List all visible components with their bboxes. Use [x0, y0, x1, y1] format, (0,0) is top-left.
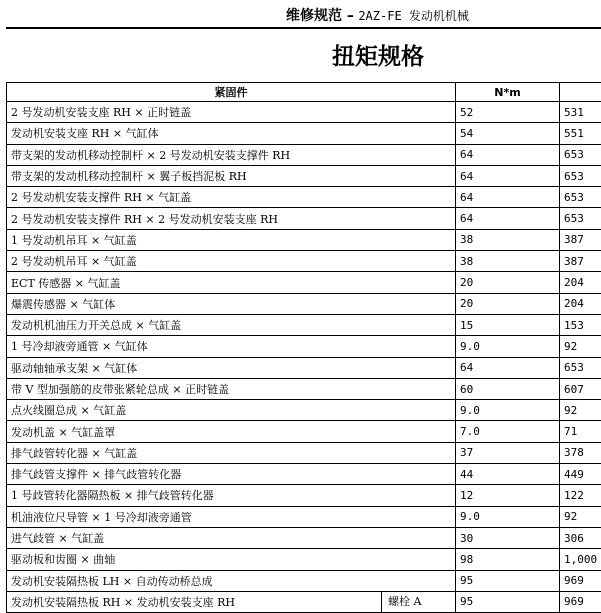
- bolt-note: 螺栓 A: [381, 592, 421, 612]
- nm-cell: 9.0: [456, 506, 560, 527]
- torque-table: [6, 82, 601, 613]
- nm-cell: 37: [456, 442, 560, 463]
- kgf-cell: 387: [560, 229, 601, 250]
- nm-cell: 9.0: [456, 400, 560, 421]
- fastener-cell: 发动机安装支座 RH × 气缸体: [7, 123, 456, 144]
- table-row: [7, 527, 601, 548]
- torque-table-body: [7, 102, 601, 613]
- table-row: [7, 378, 601, 399]
- fastener-cell: 驱动板和齿圈 × 曲轴: [7, 549, 456, 570]
- table-row: [7, 464, 601, 485]
- kgf-cell: 969: [560, 591, 601, 612]
- table-row: [7, 421, 601, 442]
- nm-cell: 7.0: [456, 421, 560, 442]
- nm-cell: 12: [456, 485, 560, 506]
- nm-cell: 95: [456, 591, 560, 612]
- nm-cell: 64: [456, 165, 560, 186]
- table-row: [7, 187, 601, 208]
- table-row: [7, 506, 601, 527]
- kgf-cell: 204: [560, 293, 601, 314]
- kgf-cell: 969: [560, 570, 601, 591]
- column-header-kgf: [560, 83, 601, 102]
- kgf-cell: 449: [560, 464, 601, 485]
- table-row: [7, 314, 601, 335]
- kgf-cell: 531: [560, 102, 601, 123]
- table-row: [7, 442, 601, 463]
- table-row: [7, 570, 601, 591]
- kgf-cell: 607: [560, 378, 601, 399]
- fastener-cell: 爆震传感器 × 气缸体: [7, 293, 456, 314]
- table-row: [7, 251, 601, 272]
- kgf-cell: 653: [560, 357, 601, 378]
- nm-cell: 95: [456, 570, 560, 591]
- nm-cell: 20: [456, 272, 560, 293]
- fastener-cell: 1 号发动机吊耳 × 气缸盖: [7, 229, 456, 250]
- column-header-fastener: 紧固件: [7, 83, 456, 102]
- table-row: [7, 293, 601, 314]
- nm-cell: 38: [456, 251, 560, 272]
- fastener-cell: 2 号发动机安装支撑件 RH × 气缸盖: [7, 187, 456, 208]
- table-row: [7, 549, 601, 570]
- kgf-cell: 653: [560, 208, 601, 229]
- fastener-cell: 2 号发动机吊耳 × 气缸盖: [7, 251, 456, 272]
- kgf-cell: 551: [560, 123, 601, 144]
- nm-cell: 98: [456, 549, 560, 570]
- nm-cell: 64: [456, 357, 560, 378]
- fastener-cell: 带支架的发动机移动控制杆 × 翼子板挡泥板 RH: [7, 165, 456, 186]
- nm-cell: 38: [456, 229, 560, 250]
- fastener-cell: 点火线圈总成 × 气缸盖: [7, 400, 456, 421]
- table-row: [7, 102, 601, 123]
- page-title: 扭矩规格: [332, 42, 424, 72]
- kgf-cell: 378: [560, 442, 601, 463]
- fastener-cell: [7, 591, 456, 612]
- fastener-cell: 机油液位尺导管 × 1 号冷却液旁通管: [7, 506, 456, 527]
- fastener-cell: 发动机机油压力开关总成 × 气缸盖: [7, 314, 456, 335]
- fastener-cell: 发动机盖 × 气缸盖罩: [7, 421, 456, 442]
- table-row: [7, 336, 601, 357]
- fastener-cell: 2 号发动机安装支撑件 RH × 2 号发动机安装支座 RH: [7, 208, 456, 229]
- kgf-cell: 387: [560, 251, 601, 272]
- kgf-cell: 653: [560, 165, 601, 186]
- kgf-cell: 92: [560, 336, 601, 357]
- fastener-cell: 排气歧管转化器 × 气缸盖: [7, 442, 456, 463]
- running-header: [286, 6, 469, 26]
- nm-cell: 52: [456, 102, 560, 123]
- kgf-cell: 153: [560, 314, 601, 335]
- fastener-cell: 发动机安装隔热板 LH × 自动传动桥总成: [7, 570, 456, 591]
- nm-cell: 20: [456, 293, 560, 314]
- kgf-cell: 204: [560, 272, 601, 293]
- table-row: [7, 400, 601, 421]
- column-header-nm: N*m: [456, 83, 560, 102]
- kgf-cell: 1,000: [560, 549, 601, 570]
- table-header-row: [7, 83, 601, 102]
- section-label: 维修规范 –: [286, 8, 354, 24]
- header-rule: [6, 27, 601, 29]
- nm-cell: 44: [456, 464, 560, 485]
- table-row: [7, 229, 601, 250]
- fastener-cell: 2 号发动机安装支座 RH × 正时链盖: [7, 102, 456, 123]
- table-row: [7, 165, 601, 186]
- fastener-cell: 带 V 型加强筋的皮带张紧轮总成 × 正时链盖: [7, 378, 456, 399]
- fastener-text: 发动机安装隔热板 RH × 发动机安装支座 RH: [11, 596, 235, 609]
- fastener-cell: 1 号冷却液旁通管 × 气缸体: [7, 336, 456, 357]
- kgf-cell: 92: [560, 400, 601, 421]
- kgf-cell: 653: [560, 144, 601, 165]
- fastener-cell: 1 号歧管转化器隔热板 × 排气歧管转化器: [7, 485, 456, 506]
- nm-cell: 64: [456, 144, 560, 165]
- table-row: [7, 485, 601, 506]
- kgf-cell: 653: [560, 187, 601, 208]
- nm-cell: 64: [456, 208, 560, 229]
- fastener-cell: 带支架的发动机移动控制杆 × 2 号发动机安装支撑件 RH: [7, 144, 456, 165]
- nm-cell: 15: [456, 314, 560, 335]
- table-row: [7, 208, 601, 229]
- kgf-cell: 92: [560, 506, 601, 527]
- fastener-cell: 进气歧管 × 气缸盖: [7, 527, 456, 548]
- fastener-cell: 排气歧管支撑件 × 排气歧管转化器: [7, 464, 456, 485]
- table-row: [7, 357, 601, 378]
- kgf-cell: 122: [560, 485, 601, 506]
- nm-cell: 30: [456, 527, 560, 548]
- fastener-cell: 驱动轴轴承支架 × 气缸体: [7, 357, 456, 378]
- kgf-cell: 306: [560, 527, 601, 548]
- nm-cell: 64: [456, 187, 560, 208]
- table-row: [7, 144, 601, 165]
- section-subtitle: 2AZ-FE 发动机机械: [358, 9, 469, 23]
- kgf-cell: 71: [560, 421, 601, 442]
- fastener-cell: ECT 传感器 × 气缸盖: [7, 272, 456, 293]
- table-row: [7, 123, 601, 144]
- nm-cell: 9.0: [456, 336, 560, 357]
- table-row: [7, 591, 601, 612]
- nm-cell: 54: [456, 123, 560, 144]
- table-row: [7, 272, 601, 293]
- nm-cell: 60: [456, 378, 560, 399]
